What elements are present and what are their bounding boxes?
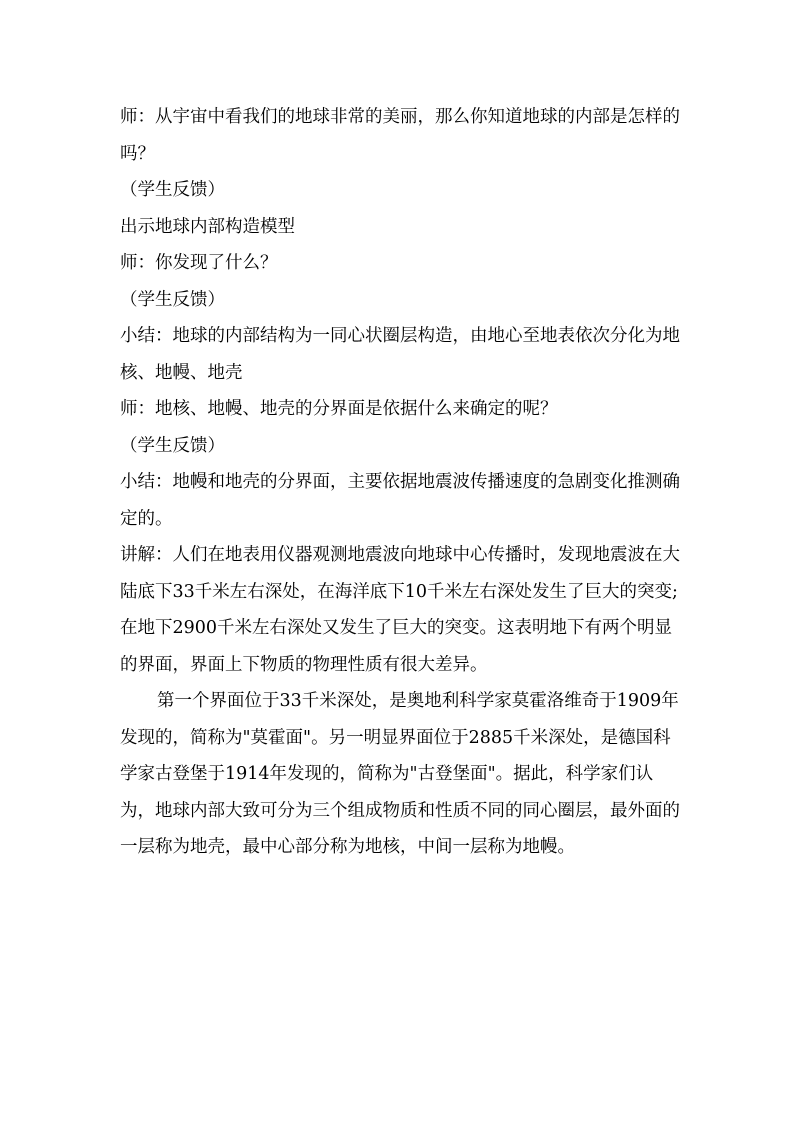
paragraph-student-feedback-2: （学生反馈） [120, 289, 225, 310]
paragraph-student-feedback-3: （学生反馈） [120, 435, 225, 456]
paragraph-summary-2: 小结：地幔和地壳的分界面，主要依据地震波传播速度的急剧变化推测确定的。 [120, 472, 680, 529]
paragraph-teacher-question-1: 师：从宇宙中看我们的地球非常的美丽，那么你知道地球的内部是怎样的吗？ [120, 107, 680, 164]
paragraph-teacher-question-3: 师：地核、地幔、地壳的分界面是依据什么来确定的呢？ [120, 399, 558, 419]
paragraph-explanation: 讲解：人们在地表用仪器观测地震波向地球中心传播时，发现地震波在大陆底下33千米左右深处，在海洋底下10千米左右深处发生了巨大的突变;在地下2900千米左右深处又发生了巨大的突变。这表明地下有两个明显的界面，界面上下物质的物理性质有很大差异。 [120, 545, 680, 675]
document-body [120, 99, 680, 866]
paragraph-discontinuities: 第一个界面位于33千米深处，是奥地利科学家莫霍洛维奇于1909年发现的，简称为"莫霍面"。另一明显界面位于2885千米深处，是德国科学家古登堡于1914年发现的，简称为"古登堡面"。据此，科学家们认为，地球内部大致可分为三个组成物质和性质不同的同心圈层，最外面的一层称为地壳，最中心部分称为地核，中间一层称为地幔。 [120, 691, 680, 857]
paragraph-show-model: 出示地球内部构造模型 [120, 216, 295, 237]
paragraph-teacher-question-2: 师：你发现了什么？ [120, 253, 278, 273]
paragraph-student-feedback-1: （学生反馈） [120, 180, 225, 200]
paragraph-summary-1: 小结：地球的内部结构为一同心状圈层构造，由地心至地表依次分化为地核、地幔、地壳 [120, 326, 680, 383]
